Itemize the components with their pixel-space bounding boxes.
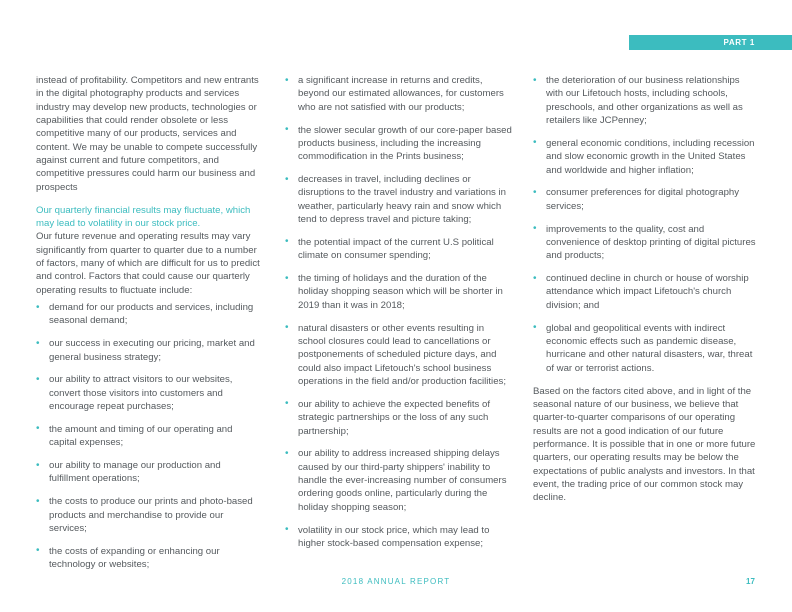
bullet-icon: • [285, 272, 289, 284]
list-item-text: our ability to address increased shipping delays caused by our third-party shippers' inability to handle the ever-increasing number of consumers ordering goods online, particularly during the holiday shopping season; [298, 448, 507, 513]
list-item [36, 337, 262, 364]
list-item [285, 124, 514, 164]
bullet-icon: • [285, 524, 289, 536]
bullet-icon: • [533, 322, 537, 334]
section-heading: Our quarterly financial results may fluctuate, which may lead to volatility in our stock price. [36, 204, 251, 229]
list-item [285, 524, 514, 551]
list-item-text: consumer preferences for digital photography services; [546, 187, 740, 212]
list-item [36, 545, 262, 572]
bullet-icon: • [285, 124, 289, 136]
column-left [36, 74, 262, 581]
factor-list [36, 301, 262, 572]
list-item [533, 74, 759, 127]
list-item-text: a significant increase in returns and credits, beyond our estimated allowances, for customers who are not satisfied with our products; [298, 75, 504, 113]
list-item-text: our ability to manage our production and fulfillment operations; [49, 460, 221, 485]
list-item [36, 301, 262, 328]
list-item [285, 447, 514, 514]
list-item-text: improvements to the quality, cost and convenience of desktop printing of digital pictures and products; [546, 223, 756, 262]
bullet-icon: • [36, 423, 40, 435]
list-item [36, 373, 262, 413]
list-item-text: the slower secular growth of our core-paper based products business, including the increasing commodification in the Prints business; [298, 124, 512, 163]
bullet-icon: • [36, 495, 40, 507]
bullet-icon: • [533, 74, 537, 86]
column-middle [285, 74, 514, 560]
bullet-icon: • [533, 186, 537, 198]
bullet-icon: • [285, 236, 289, 248]
list-item-text: decreases in travel, including declines or disruptions to the travel industry and variations in weather, particularly heavy rain and snow which tend to depress travel and picture taking; [298, 174, 506, 226]
list-item [533, 223, 759, 263]
list-item-text: the deterioration of our business relationships with our Lifetouch hosts, including schools, preschools, and other organizations as well as retailers like JCPenney; [546, 75, 743, 127]
bullet-icon: • [285, 322, 289, 334]
list-item-text: the amount and timing of our operating and capital expenses; [49, 423, 233, 449]
factor-list [285, 74, 514, 550]
intro-paragraph: instead of profitability. Competitors and new entrants in the digital photography products and services industry may develop new products, technologies or capabilities that could render obsolete or less competitive many of our products, services and content. We may be unable to compete successfully against current and future competitors, and competitive pressures could harm our business and prospects [36, 75, 259, 193]
list-item [36, 423, 262, 450]
list-item-text: our ability to attract visitors to our websites, convert those visitors into customers and encourage repeat purchases; [49, 374, 233, 413]
list-item-text: our success in executing our pricing, market and general business strategy; [49, 338, 255, 363]
list-item-text: natural disasters or other events resulting in school closures could lead to cancellations or postponements of scheduled picture days, and could also impact Lifetouch's school business operations in the field and/or production facilities; [298, 322, 506, 388]
bullet-icon: • [285, 398, 289, 410]
list-item [533, 137, 759, 177]
list-item [533, 186, 759, 213]
list-item-text: volatility in our stock price, which may lead to higher stock-based compensation expense; [298, 524, 490, 549]
list-item-text: continued decline in church or house of worship attendance which impact Lifetouch's church division; and [546, 273, 749, 311]
closing-paragraph: Based on the factors cited above, and in light of the seasonal nature of our business, we believe that quarter-to-quarter comparisons of our operating results are not a good indication of our future performance. It is possible that in one or more future quarters, our operating results may be below the expectations of public analysts and investors. In that event, the trading price of our common stock may decline. [533, 385, 756, 504]
bullet-icon: • [285, 447, 289, 459]
list-item [36, 495, 262, 535]
bullet-icon: • [36, 373, 40, 385]
section-tab [629, 35, 792, 50]
list-item [285, 74, 514, 114]
bullet-icon: • [36, 301, 40, 313]
bullet-icon: • [285, 173, 289, 185]
bullet-icon: • [36, 459, 40, 471]
bullet-icon: • [533, 137, 537, 149]
list-item-text: our ability to achieve the expected benefits of strategic partnerships or the loss of any such partnership; [298, 398, 490, 437]
list-item [285, 322, 514, 389]
list-item [285, 272, 514, 312]
footer-report-title: 2018 ANNUAL REPORT [341, 577, 451, 586]
list-item-text: the timing of holidays and the duration of the holiday shopping season which will be shorter in 2019 than it was in 2018; [298, 273, 503, 311]
body-paragraph: Our future revenue and operating results may vary significantly from quarter to quarter due to a number of factors, many of which are difficult for us to predict and control. Factors that could cause our quarterly operating results to fluctuate include: [36, 231, 260, 296]
list-item-text: global and geopolitical events with indirect economic effects such as pandemic disease, hurricane and other natural disasters, war, threat of war or terrorist actions. [546, 322, 753, 374]
list-item [285, 236, 514, 263]
list-item-text: general economic conditions, including recession and slow economic growth in the United States and worldwide and higher inflation; [546, 137, 755, 176]
bullet-icon: • [533, 223, 537, 235]
list-item-text: the costs to produce our prints and photo-based products and merchandise to provide our services; [49, 496, 253, 534]
list-item [533, 322, 759, 375]
list-item-text: the potential impact of the current U.S political climate on consumer spending; [298, 236, 494, 262]
bullet-icon: • [36, 545, 40, 557]
bullet-icon: • [36, 337, 40, 349]
list-item [285, 173, 514, 226]
list-item [36, 459, 262, 486]
bullet-icon: • [285, 74, 289, 86]
section-tab-label: PART 1 [723, 38, 755, 47]
list-item [533, 272, 759, 312]
column-right [533, 74, 759, 505]
list-item-text: demand for our products and services, including seasonal demand; [49, 302, 254, 327]
list-item [285, 398, 514, 438]
bullet-icon: • [533, 272, 537, 284]
list-item-text: the costs of expanding or enhancing our technology or websites; [49, 545, 220, 571]
factor-list [533, 74, 759, 375]
page-number: 17 [746, 577, 755, 586]
